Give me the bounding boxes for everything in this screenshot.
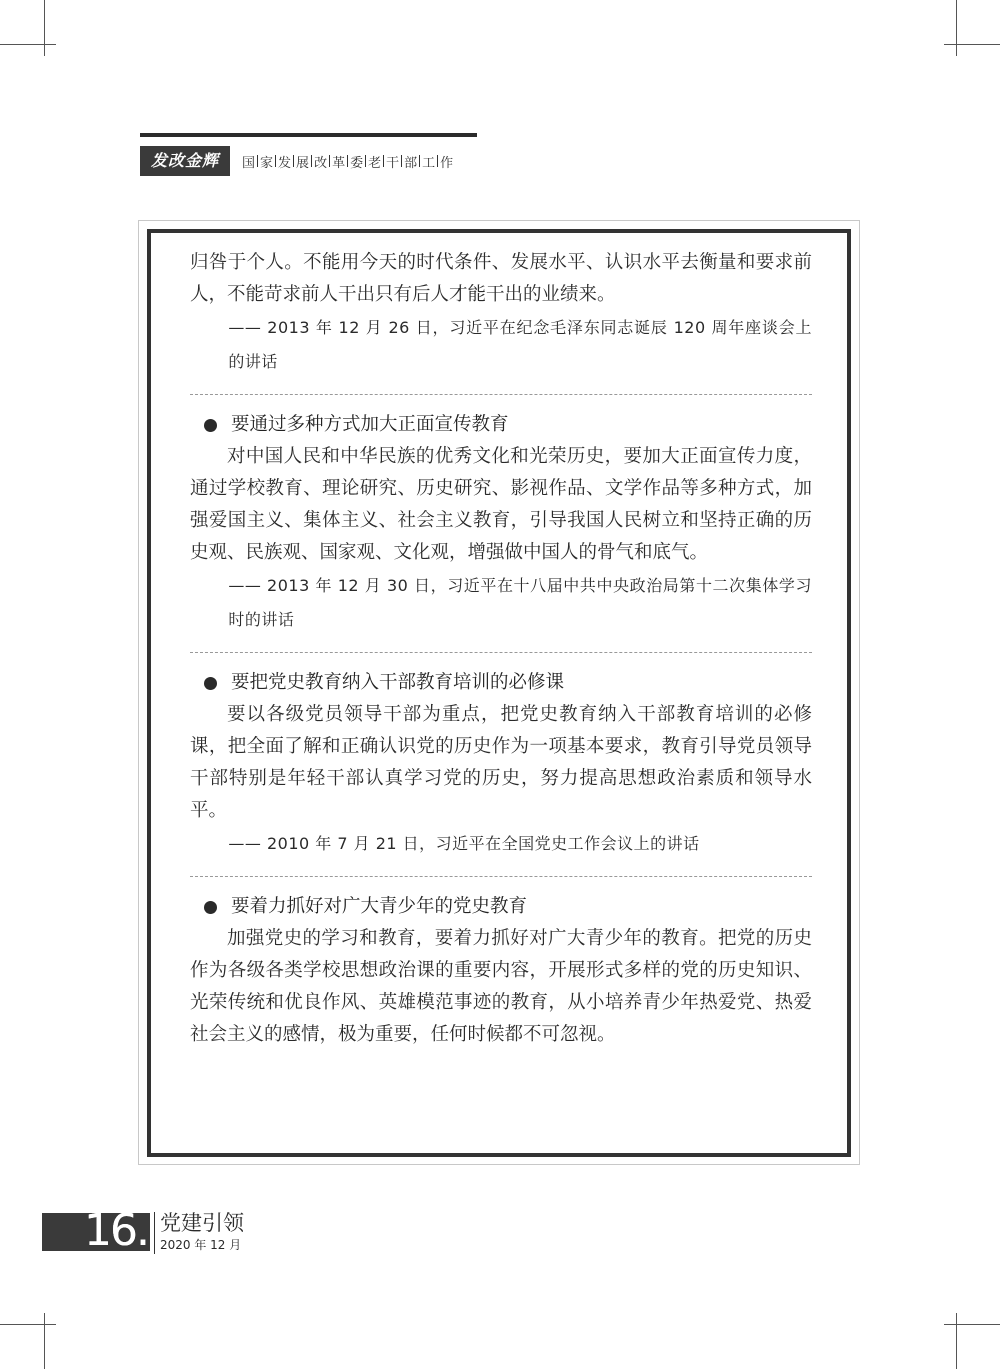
crop-mark — [956, 1313, 957, 1369]
section-tag: 发改金辉 — [140, 146, 230, 176]
section-heading — [190, 667, 812, 699]
footer-separator — [154, 1212, 155, 1254]
bullet-icon — [204, 677, 217, 690]
magazine-title: 党建引领 — [160, 1211, 244, 1235]
crop-mark — [944, 44, 1000, 45]
section-heading — [190, 891, 812, 923]
quote-section — [190, 409, 812, 637]
quote-source: —— 2010 年 7 月 21 日，习近平在全国党史工作会议上的讲话 — [228, 834, 700, 853]
quote-section — [190, 891, 812, 1051]
article-body — [190, 247, 812, 1051]
dashed-divider — [190, 652, 812, 653]
header-subtitle — [240, 152, 455, 171]
crop-mark — [0, 44, 56, 45]
dashed-divider — [190, 876, 812, 877]
issue-date: 2020 年 12 月 — [160, 1238, 242, 1252]
crop-mark — [0, 1324, 56, 1325]
quote-source: —— 2013 年 12 月 26 日，习近平在纪念毛泽东同志诞辰 120 周年座谈会上的讲话 — [228, 318, 812, 371]
page-number-value: 16 — [84, 1205, 136, 1256]
header-subtitle-char: 老 — [368, 156, 382, 171]
bullet-icon — [204, 901, 217, 914]
header-subtitle-char: 改 — [314, 156, 328, 171]
section-heading-text: 要通过多种方式加大正面宣传教育 — [231, 414, 509, 435]
header-subtitle-char: 展 — [296, 156, 310, 171]
page-number-dot: . — [136, 1205, 148, 1256]
section-heading — [190, 409, 812, 441]
paragraph: 归咎于个人。不能用今天的时代条件、发展水平、认识水平去衡量和要求前人，不能苛求前人干出只有后人才能干出的业绩来。 — [190, 252, 812, 305]
header-subtitle-char: 发 — [278, 156, 292, 171]
header-subtitle-char: 家 — [260, 156, 274, 171]
crop-mark — [956, 0, 957, 56]
header-subtitle-char: 作 — [440, 156, 454, 171]
header-subtitle-char: 工 — [422, 156, 436, 171]
header-subtitle-char: 部 — [404, 156, 418, 171]
header-subtitle-char: 干 — [386, 156, 400, 171]
crop-mark — [44, 0, 45, 56]
crop-mark — [944, 1324, 1000, 1325]
crop-mark — [44, 1313, 45, 1369]
paragraph: 加强党史的学习和教育，要着力抓好对广大青少年的教育。把党的历史作为各级各类学校思想政治课的重要内容，开展形式多样的党的历史知识、光荣传统和优良作风、英雄模范事迹的教育，从小培养青少年热爱党、热爱社会主义的感情，极为重要，任何时候都不可忽视。 — [190, 928, 812, 1045]
quote-section — [190, 667, 812, 861]
paragraph: 对中国人民和中华民族的优秀文化和光荣历史，要加大正面宣传力度，通过学校教育、理论研究、历史研究、影视作品、文学作品等多种方式，加强爱国主义、集体主义、社会主义教育，引导我国人民树立和坚持正确的历史观、民族观、国家观、文化观，增强做中国人的骨气和底气。 — [190, 446, 812, 563]
bullet-icon — [204, 419, 217, 432]
header-subtitle-char: 委 — [350, 156, 364, 171]
header-rule — [140, 133, 477, 137]
header-subtitle-char: 国 — [242, 156, 256, 171]
header-subtitle-char: 革 — [332, 156, 346, 171]
page-number — [84, 1203, 148, 1259]
section-heading-text: 要把党史教育纳入干部教育培训的必修课 — [231, 672, 565, 693]
dashed-divider — [190, 394, 812, 395]
quote-source: —— 2013 年 12 月 30 日，习近平在十八届中共中央政治局第十二次集体学习时的讲话 — [228, 576, 812, 629]
paragraph: 要以各级党员领导干部为重点，把党史教育纳入干部教育培训的必修课，把全面了解和正确认识党的历史作为一项基本要求，教育引导党员领导干部特别是年轻干部认真学习党的历史，努力提高思想政治素质和领导水平。 — [190, 704, 812, 821]
quote-section — [190, 247, 812, 379]
section-heading-text: 要着力抓好对广大青少年的党史教育 — [231, 896, 528, 917]
